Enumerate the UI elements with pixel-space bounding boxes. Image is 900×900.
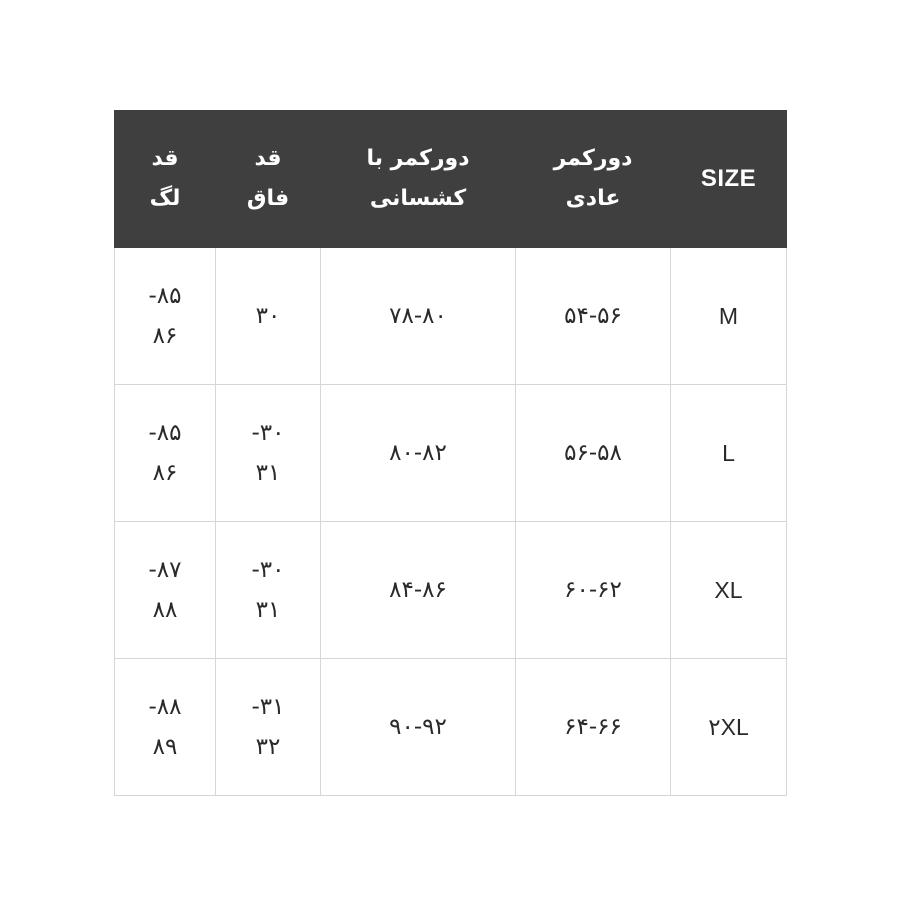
cell-inseam: ۳۱- ۳۲ xyxy=(216,659,321,796)
cell-size: ۲XL xyxy=(671,659,787,796)
cell-leg: ۸۵- ۸۶ xyxy=(115,385,216,522)
header-leg: قد لگ xyxy=(115,111,216,248)
cell-elastic-waist: ۷۸-۸۰ xyxy=(321,248,516,385)
cell-leg: ۸۵- ۸۶ xyxy=(115,248,216,385)
cell-normal-waist: ۶۰-۶۲ xyxy=(516,522,671,659)
table-row xyxy=(115,522,787,659)
header-normal-waist: دورکمر عادی xyxy=(516,111,671,248)
size-chart-table xyxy=(114,110,787,796)
cell-leg: ۸۸- ۸۹ xyxy=(115,659,216,796)
cell-inseam: ۳۰- ۳۱ xyxy=(216,385,321,522)
cell-inseam: ۳۰ xyxy=(216,248,321,385)
header-inseam: قد فاق xyxy=(216,111,321,248)
cell-normal-waist: ۵۴-۵۶ xyxy=(516,248,671,385)
table-row xyxy=(115,248,787,385)
table-row xyxy=(115,385,787,522)
cell-leg: ۸۷- ۸۸ xyxy=(115,522,216,659)
cell-size: L xyxy=(671,385,787,522)
cell-inseam: ۳۰- ۳۱ xyxy=(216,522,321,659)
cell-elastic-waist: ۸۰-۸۲ xyxy=(321,385,516,522)
header-elastic-waist: دورکمر با کشسانی xyxy=(321,111,516,248)
cell-elastic-waist: ۹۰-۹۲ xyxy=(321,659,516,796)
cell-normal-waist: ۵۶-۵۸ xyxy=(516,385,671,522)
cell-size: M xyxy=(671,248,787,385)
cell-normal-waist: ۶۴-۶۶ xyxy=(516,659,671,796)
cell-size: XL xyxy=(671,522,787,659)
table-header-row xyxy=(115,111,787,248)
table-row xyxy=(115,659,787,796)
header-size: SIZE xyxy=(671,111,787,248)
cell-elastic-waist: ۸۴-۸۶ xyxy=(321,522,516,659)
